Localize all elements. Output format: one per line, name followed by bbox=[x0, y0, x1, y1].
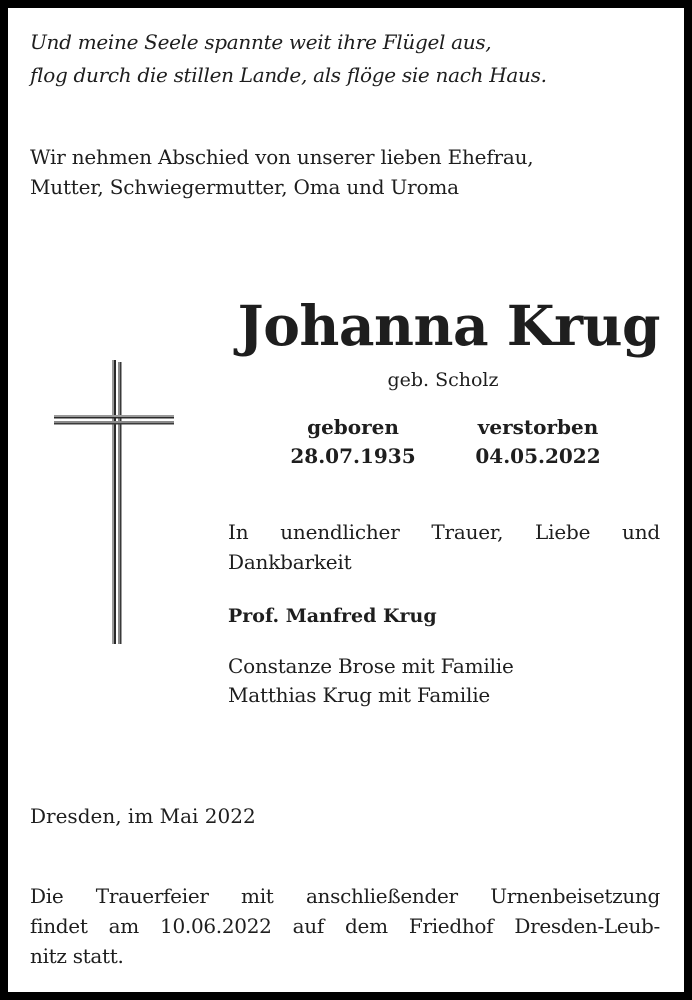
born-date: 28.07.1935 bbox=[290, 444, 416, 468]
funeral-ceremony-info bbox=[30, 881, 660, 971]
died-date: 04.05.2022 bbox=[475, 444, 601, 468]
motto-verse bbox=[30, 26, 670, 92]
mourning-text: In unendlicher Trauer, Liebe und Dankbarkeit bbox=[228, 520, 660, 574]
family-list bbox=[228, 652, 660, 710]
birth-name: geb. Scholz bbox=[387, 369, 499, 391]
motto-line-1: Und meine Seele spannte weit ihre Flügel aus, bbox=[30, 30, 492, 54]
life-dates bbox=[258, 413, 668, 473]
farewell-intro bbox=[30, 142, 670, 202]
ceremony-line-3: nitz statt. bbox=[30, 944, 124, 968]
family-entry-2: Matthias Krug mit Familie bbox=[228, 683, 491, 707]
intro-line-1: Wir nehmen Abschied von unserer lieben Ehefrau, bbox=[30, 145, 534, 169]
place-and-date: Dresden, im Mai 2022 bbox=[30, 804, 256, 828]
motto-line-2: flog durch die stillen Lande, als flöge sie nach Haus. bbox=[30, 63, 547, 87]
birth-date-block bbox=[278, 413, 428, 471]
died-label: verstorben bbox=[477, 415, 599, 439]
born-label: geboren bbox=[307, 415, 399, 439]
family-entry-1: Constanze Brose mit Familie bbox=[228, 654, 514, 678]
deceased-name: Johanna Krug bbox=[237, 293, 660, 358]
cross-icon bbox=[52, 360, 176, 644]
obituary-notice bbox=[8, 8, 684, 992]
signer-name: Prof. Manfred Krug bbox=[228, 605, 437, 627]
intro-line-2: Mutter, Schwiegermutter, Oma und Uroma bbox=[30, 175, 459, 199]
ceremony-line-2: findet am 10.06.2022 auf dem Friedhof Dresden-Leub- bbox=[30, 914, 660, 938]
ceremony-line-1: Die Trauerfeier mit anschließender Urnenbeisetzung bbox=[30, 884, 660, 908]
death-date-block bbox=[463, 413, 613, 471]
